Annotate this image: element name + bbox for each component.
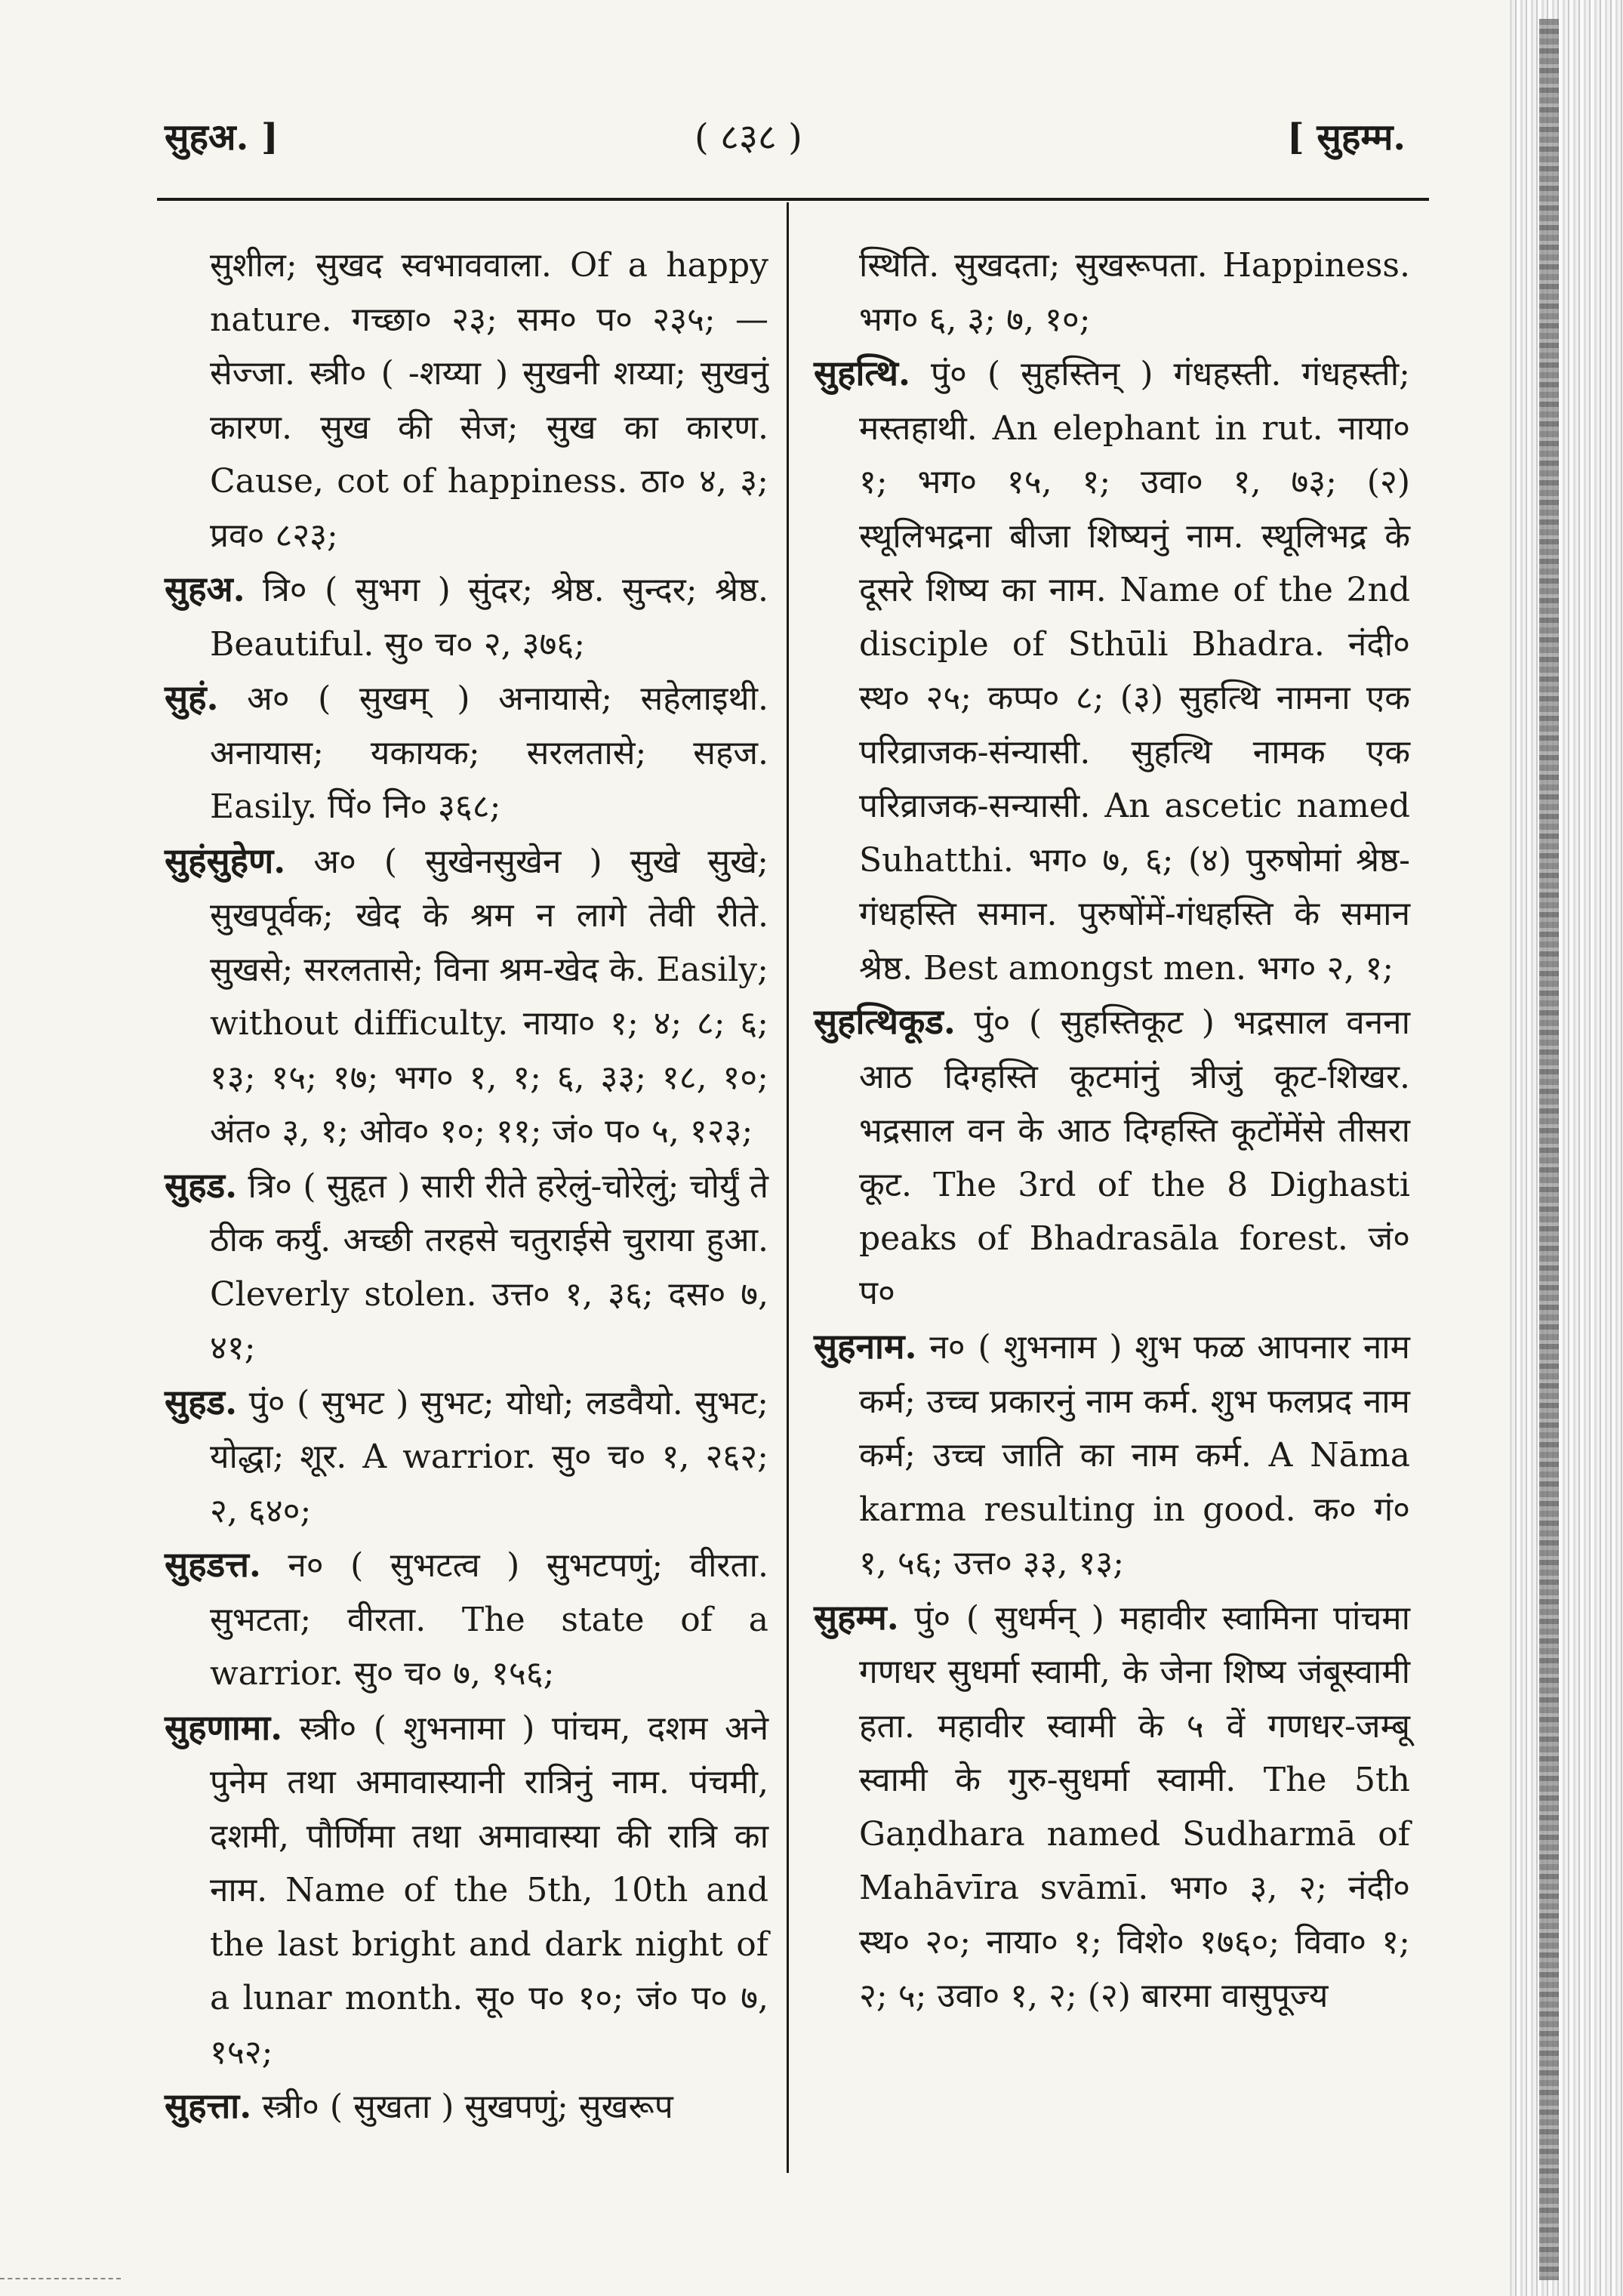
right-column <box>814 238 1410 2023</box>
entry-headword: सुहत्थि. <box>814 353 910 393</box>
dictionary-entry <box>165 2079 768 2134</box>
dictionary-entry <box>165 1701 768 2080</box>
entry-headword: सुहम्म. <box>814 1596 899 1638</box>
header-rule <box>157 198 1429 201</box>
dictionary-entry <box>165 1538 768 1701</box>
left-column <box>165 238 768 2134</box>
entry-definition: स्त्री० ( शुभनामा ) पांचम, दशम अने पुनेम तथा अमावास्यानी रात्रिनुं नाम. पंचमी, दशमी, पौर्णिमा तथा अमावास्या की रात्रि का नाम. Name of the 5th, 10th and the last bright and dark night of a lunar month. सू० प० १०; जं० प० ७, १५२; <box>210 1709 768 2072</box>
dictionary-entry <box>814 1591 1410 2023</box>
entry-headword: सुहणामा. <box>165 1706 283 1748</box>
dictionary-entry <box>165 1376 768 1539</box>
entry-definition: स्त्री० ( सुखता ) सुखपणुं; सुखरूप <box>262 2088 673 2126</box>
entry-definition: पुं० ( सुहस्तिन् ) गंधहस्ती. गंधहस्ती; मस्तहाथी. An elephant in rut. नाया० १; भग० १५, १; उवा० १, ७३; (२) स्थूलिभद्रना बीजा शिष्यनुं नाम. स्थूलिभद्र के दूसरे शिष्य का नाम. Name of the 2nd disciple of Sthūli Bhadra. नंदी० स्थ० २५; कप्प० ८; (३) सुहत्थि नामना एक परिव्राजक-संन्यासी. सुहत्थि नामक एक परिव्राजक-सन्यासी. An ascetic named Suhatthi. भग० ७, ६; (४) पुरुषोमां श्रेष्ठ-गंधहस्ति समान. पुरुषोंमें-गंधहस्ति के समान श्रेष्ठ. Best amongst men. भग० २, १; <box>859 355 1410 988</box>
entry-headword: सुहड. <box>165 1381 238 1422</box>
entry-definition: न० ( शुभनाम ) शुभ फळ आपनार नाम कर्म; उच्च प्रकारनुं नाम कर्म. शुभ फलप्रद नाम कर्म; उच्च जाति का नाम कर्म. A Nāma karma resulting in good. क० गं० १, ५६; उत्त० ३३, १३; <box>859 1328 1410 1583</box>
header-left-guideword: सुहअ. ] <box>165 116 279 159</box>
entry-headword: सुहत्थिकूड. <box>814 1001 956 1042</box>
dictionary-entry <box>814 995 1410 1320</box>
dictionary-entry <box>165 238 768 562</box>
entry-headword: सुहत्ता. <box>165 2085 252 2126</box>
entry-definition: पुं० ( सुभट ) सुभट; योधो; लडवैयो. सुभट; योद्धा; शूर. A warrior. सु० च० १, २६२; २, ६४०; <box>210 1383 768 1530</box>
binding-edge <box>1539 19 1559 2280</box>
page-edge-shadow <box>1510 0 1623 2296</box>
page-number: ( ८३८ ) <box>694 116 802 159</box>
header-right-guideword: [ सुहम्म. <box>1287 116 1406 159</box>
entry-headword: सुहडत्त. <box>165 1544 261 1585</box>
entry-headword: सुहं. <box>165 677 219 718</box>
entry-headword: सुहड. <box>165 1164 238 1206</box>
entry-definition: पुं० ( सुधर्मन् ) महावीर स्वामिना पांचमा गणधर सुधर्मा स्वामी, के जेना शिष्य जंबूस्वामी हता. महावीर स्वामी के ५ वें गणधर-जम्बू स्वामी के गुरु-सुधर्मा स्वामी. The 5th Gaṇdhara named Sudharmā of Mahāvīra svāmī. भग० ३, २; नंदी० स्थ० २०; नाया० १; विशे० १७६०; विवा० १; २; ५; उवा० १, २; (२) बारमा वासुपूज्य <box>859 1598 1410 2015</box>
entry-definition: पुं० ( सुहस्तिकूट ) भद्रसाल वनना आठ दिग्हस्ति कूटमांनुं त्रीजुं कूट-शिखर. भद्रसाल वन के आठ दिग्हस्ति कूटोंमेंसे तीसरा कूट. The 3rd of the 8 Dighasti peaks of Bhadrasāla forest. जं० प० <box>859 1003 1410 1312</box>
dictionary-entry <box>165 562 768 671</box>
entry-definition: स्थिति. सुखदता; सुखरूपता. Happiness. भग० ६, ३; ७, १०; <box>859 246 1410 339</box>
dictionary-entry <box>814 347 1410 995</box>
entry-definition: न० ( सुभटत्व ) सुभटपणुं; वीरता. सुभटता; वीरता. The state of a warrior. सु० च० ७, १५६; <box>210 1546 768 1693</box>
bottom-scan-edge <box>0 2278 121 2279</box>
entry-definition: अ० ( सुखेनसुखेन ) सुखे सुखे; सुखपूर्वक; खेद के श्रम न लागे तेवी रीते. सुखसे; सरलतासे; विना श्रम-खेद के. Easily; without difficulty. नाया० १; ४; ८; ६; १३; १५; १७; भग० १, १; ६, ३३; १८, १०; अंत० ३, १; ओव० १०; ११; जं० प० ५, १२३; <box>210 842 768 1151</box>
dictionary-entry <box>165 671 768 834</box>
entry-headword: सुहंसुहेण. <box>165 840 286 881</box>
entry-definition: सुशील; सुखद स्वभाववाला. Of a happy nature. गच्छा० २३; सम० प० २३५; —सेज्जा. स्त्री० ( -शय्या ) सुखनी शय्या; सुखनुं कारण. सुख की सेज; सुख का कारण. Cause, cot of happiness. ठा० ४, ३; प्रव० ८२३; <box>210 246 768 555</box>
entry-headword: सुहनाम. <box>814 1326 917 1367</box>
dictionary-entry <box>165 834 768 1159</box>
dictionary-entry <box>814 1320 1410 1591</box>
entry-definition: त्रि० ( सुहृत ) सारी रीते हरेलुं-चोरेलुं; चोर्युं ते ठीक कर्युं. अच्छी तरहसे चतुराईसे चुराया हुआ. Cleverly stolen. उत्त० १, ३६; दस० ७, ४१; <box>210 1166 768 1367</box>
dictionary-entry <box>814 238 1410 347</box>
entry-definition: अ० ( सुखम् ) अनायासे; सहेलाइथी. अनायास; यकायक; सरलतासे; सहज. Easily. पिं० नि० ३६८; <box>210 680 768 826</box>
dictionary-entry <box>165 1159 768 1376</box>
entry-headword: सुहअ. <box>165 569 245 609</box>
entry-definition: त्रि० ( सुभग ) सुंदर; श्रेष्ठ. सुन्दर; श्रेष्ठ. Beautiful. सु० च० २, ३७६; <box>210 571 768 664</box>
column-divider <box>787 202 789 2173</box>
